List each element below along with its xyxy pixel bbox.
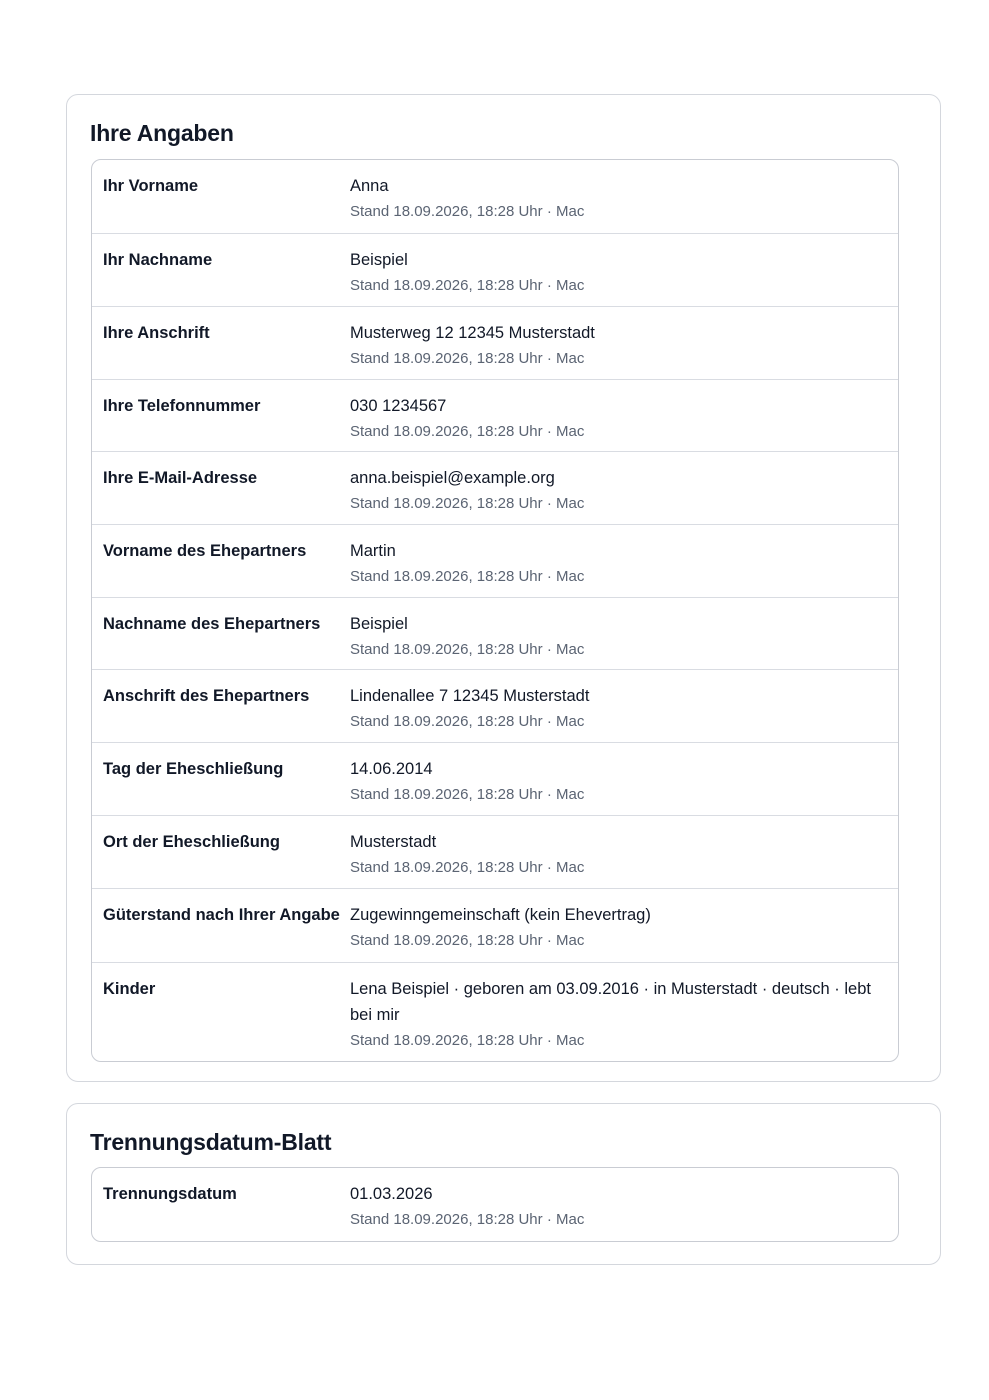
details-table (91, 159, 899, 1062)
row-value: Lindenallee 7 12345 Musterstadt (350, 687, 590, 705)
table-row (92, 597, 898, 669)
row-value: anna.beispiel@example.org (350, 469, 555, 487)
row-label: Kinder (103, 980, 156, 998)
section-trennungsdatum (66, 1103, 941, 1265)
row-timestamp: Stand 18.09.2026, 18:28 Uhr · Mac (350, 350, 585, 367)
table-row (92, 306, 898, 379)
row-timestamp: Stand 18.09.2026, 18:28 Uhr · Mac (350, 713, 585, 730)
table-row (92, 815, 898, 888)
table-row (92, 160, 898, 233)
row-label: Vorname des Ehepartners (103, 542, 307, 560)
row-value-cell (350, 538, 898, 585)
table-row (92, 451, 898, 524)
table-row (92, 742, 898, 815)
row-timestamp: Stand 18.09.2026, 18:28 Uhr · Mac (350, 495, 585, 512)
row-value: Zugewinngemeinschaft (kein Ehevertrag) (350, 906, 651, 924)
row-value: Beispiel (350, 251, 408, 269)
row-timestamp: Stand 18.09.2026, 18:28 Uhr · Mac (350, 277, 585, 294)
row-value-cell (350, 247, 898, 294)
row-timestamp: Stand 18.09.2026, 18:28 Uhr · Mac (350, 203, 585, 220)
row-timestamp: Stand 18.09.2026, 18:28 Uhr · Mac (350, 423, 585, 440)
row-value-cell (350, 173, 898, 221)
row-value-cell (350, 976, 898, 1049)
row-value: 14.06.2014 (350, 760, 433, 778)
row-timestamp: Stand 18.09.2026, 18:28 Uhr · Mac (350, 859, 585, 876)
row-timestamp: Stand 18.09.2026, 18:28 Uhr · Mac (350, 786, 585, 803)
row-label: Ihr Nachname (103, 251, 213, 269)
table-row (92, 962, 898, 1061)
table-row (92, 669, 898, 742)
row-value: Lena Beispiel · geboren am 03.09.2016 · in Musterstadt · deutsch · lebt bei mir (350, 980, 871, 1024)
row-timestamp: Stand 18.09.2026, 18:28 Uhr · Mac (350, 1211, 585, 1228)
row-value: 030 1234567 (350, 397, 447, 415)
row-timestamp: Stand 18.09.2026, 18:28 Uhr · Mac (350, 1032, 585, 1049)
row-timestamp: Stand 18.09.2026, 18:28 Uhr · Mac (350, 641, 585, 658)
row-label: Ihre E-Mail-Adresse (103, 469, 258, 487)
row-label: Ort der Eheschließung (103, 833, 280, 851)
row-label: Ihr Vorname (103, 177, 199, 195)
table-row (92, 233, 898, 306)
table-row (92, 524, 898, 597)
row-label: Tag der Eheschließung (103, 760, 284, 778)
row-label: Trennungsdatum (103, 1185, 237, 1203)
row-value-cell (350, 393, 898, 439)
row-value-cell (350, 756, 898, 803)
row-value-cell (350, 902, 898, 950)
table-row (92, 888, 898, 962)
details-table (91, 1167, 899, 1242)
row-value-cell (350, 1181, 898, 1229)
row-value: 01.03.2026 (350, 1185, 433, 1203)
row-label: Ihre Telefonnummer (103, 397, 261, 415)
row-value: Musterweg 12 12345 Musterstadt (350, 324, 595, 342)
row-timestamp: Stand 18.09.2026, 18:28 Uhr · Mac (350, 932, 585, 949)
row-value: Musterstadt (350, 833, 437, 851)
row-value: Martin (350, 542, 396, 560)
row-label: Anschrift des Ehepartners (103, 687, 310, 705)
row-timestamp: Stand 18.09.2026, 18:28 Uhr · Mac (350, 568, 585, 585)
section-title: Trennungsdatum-Blatt (90, 1129, 332, 1155)
row-value: Beispiel (350, 615, 408, 633)
row-label: Güterstand nach Ihrer Angabe (103, 906, 340, 924)
row-value: Anna (350, 177, 389, 195)
row-label: Nachname des Ehepartners (103, 615, 321, 633)
row-value-cell (350, 465, 898, 512)
row-label: Ihre Anschrift (103, 324, 210, 342)
row-value-cell (350, 683, 898, 730)
section-title: Ihre Angaben (90, 120, 234, 146)
row-value-cell (350, 829, 898, 876)
table-row (92, 379, 898, 451)
row-value-cell (350, 611, 898, 657)
table-row (92, 1168, 898, 1241)
row-value-cell (350, 320, 898, 367)
section-ihre-angaben (66, 94, 941, 1082)
